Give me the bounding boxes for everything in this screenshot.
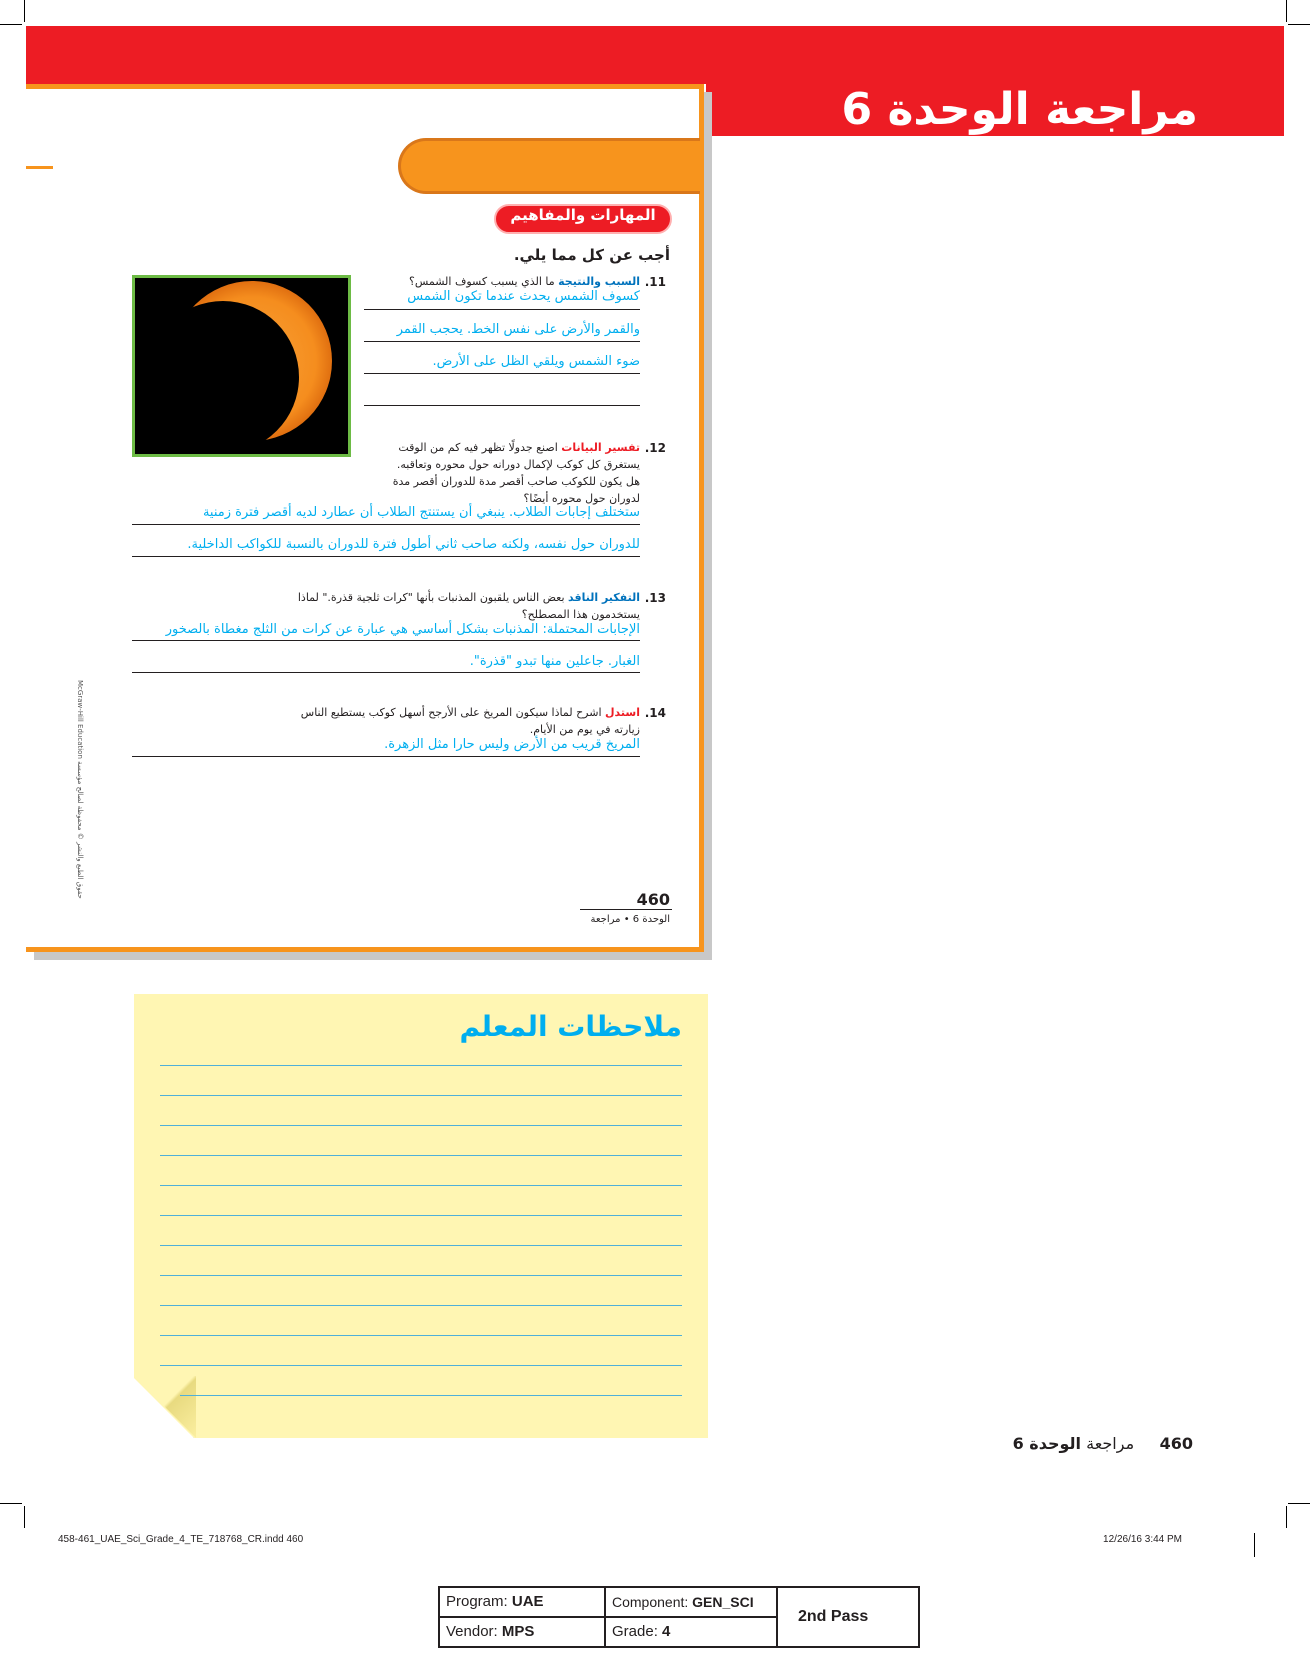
table-divider [776,1588,778,1646]
question-label: التفكير الناقد [568,591,640,604]
header-band [26,26,1284,84]
crop-mark [1254,1533,1255,1557]
question-number: .13 [644,591,666,605]
notes-line [180,1395,682,1396]
crop-mark [1288,24,1310,25]
answer-line: والقمر والأرض على نفس الخط. يحجب القمر [396,322,640,337]
program-cell: Program: UAE [446,1593,544,1610]
question-number: .12 [644,441,666,455]
notes-line [160,1275,682,1276]
teacher-page-footer [1013,1434,1193,1453]
question-line: ما الذي يسبب كسوف الشمس؟ [409,275,555,288]
notes-line [160,1365,682,1366]
notes-line [160,1095,682,1096]
question-line: اشرح لماذا سيكون المريخ على الأرجح أسهل كوكب يستطيع الناس [300,706,602,719]
answer-line: ضوء الشمس ويلقي الظل على الأرض. [432,354,640,369]
answer-rule [132,672,640,673]
question-label: تفسير البيانات [561,441,640,454]
teacher-notes-box [134,994,708,1438]
review-tab-title: الوحدة 6 مراجعة [1039,147,1234,175]
notes-line [160,1245,682,1246]
answer-line: للدوران حول نفسه، ولكنه صاحب ثاني أطول فترة للدوران بالنسبة للكواكب الداخلية. [187,537,640,552]
vendor-cell: Vendor: MPS [446,1623,535,1640]
student-page-number: 460 [636,890,670,909]
notes-line [160,1065,682,1066]
pass-cell: 2nd Pass [798,1608,869,1625]
answer-line: ستختلف إجابات الطلاب. ينبغي أن يستنتج الطلاب أن عطارد لديه أقصر فترة زمنية [202,505,640,520]
question-line: يستغرق كل كوكب لإكمال دورانه حول محوره وتعاقبه. [396,458,640,471]
slug-date: 12/26/16 3:44 PM [1103,1534,1182,1545]
student-page-footer: الوحدة 6 • مراجعة [590,914,670,925]
question-text [398,441,640,454]
proof-info-table [438,1586,920,1648]
question-line: زيارته في يوم من الأيام. [529,723,640,736]
question-number: .14 [644,706,666,720]
footer-label: مراجعة [1081,1434,1135,1453]
solar-eclipse-photo [132,275,351,457]
footer-label-bold: الوحدة [1029,1434,1082,1453]
grade-cell: Grade: 4 [612,1623,671,1640]
answer-rule [132,556,640,557]
answer-line: كسوف الشمس يحدث عندما تكون الشمس [407,289,640,304]
question-line: هل يكون للكوكب صاحب أقصر مدة للدوران أقصر مدة [392,475,640,488]
question-text [298,591,640,604]
footer-unit-number: 6 [1012,1434,1030,1453]
instruction: أجب عن كل مما يلي. [513,246,670,264]
notes-line [160,1335,682,1336]
notes-line [160,1125,682,1126]
question-line: بعض الناس يلقبون المذنبات بأنها "كرات ثلجية قذرة." لماذا [297,591,565,604]
footer-page-number: 460 [1159,1434,1193,1453]
answer-rule [364,405,640,406]
crop-mark [0,1503,22,1504]
notes-line [160,1305,682,1306]
crop-mark [1286,0,1287,22]
slug-file: 458-461_UAE_Sci_Grade_4_TE_718768_CR.indd 460 [58,1534,304,1545]
question-line: اصنع جدولًا تظهر فيه كم من الوقت [398,441,558,454]
section-pill-label: المهارات والمفاهيم [510,206,656,224]
question-text [409,275,640,288]
notes-line [160,1155,682,1156]
answer-line: الإجابات المحتملة: المذنبات بشكل أساسي هي عبارة عن كرات من الثلج مغطاة بالصخور [165,622,640,637]
question-line: لدوران حول محوره أيضًا؟ [523,492,640,505]
question-line: يستخدمون هذا المصطلح؟ [521,608,640,621]
notes-line [160,1185,682,1186]
tab-leader-line [26,166,53,169]
answer-rule [364,341,640,342]
answer-rule [132,640,640,641]
question-label: السبب والنتيجة [558,275,640,288]
question-text [301,706,640,719]
copyright-credit: حقوق الطبع والنشر © محفوظة لصالح مؤسسة McGraw-Hill Education [76,680,84,899]
crop-mark [24,0,25,22]
crop-mark [0,24,22,25]
answer-rule [132,524,640,525]
question-label: استدل [605,706,640,719]
component-cell: Component: GEN_SCI [612,1594,754,1610]
review-tab [398,138,700,194]
answer-line: المريخ قريب من الأرض وليس حارا مثل الزهرة. [384,737,640,752]
teacher-notes-title: ملاحظات المعلم [459,1010,682,1043]
crop-mark [24,1506,25,1528]
answer-line: الغبار. جاعلين منها تبدو "قذرة". [469,654,640,669]
footer-rule [580,909,672,910]
answer-rule [132,756,640,757]
notes-line [160,1215,682,1216]
answer-rule [364,309,640,310]
crop-mark [1288,1503,1310,1504]
answer-rule [364,373,640,374]
question-number: .11 [644,275,666,289]
crop-mark [1286,1506,1287,1528]
unit-title: مراجعة الوحدة 6 [841,84,1198,135]
